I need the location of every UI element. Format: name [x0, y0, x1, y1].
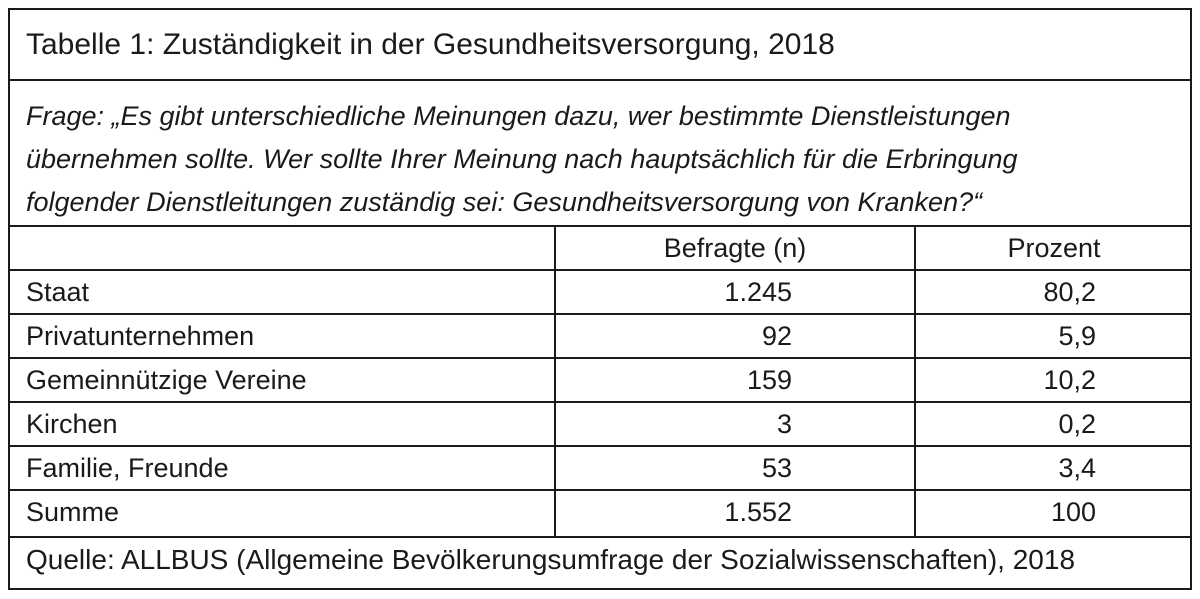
row-label: Staat: [26, 277, 90, 307]
table-row: [10, 447, 1190, 491]
header-percent: Prozent: [914, 227, 1192, 269]
row-percent: 3,4: [914, 447, 1192, 489]
table-title: Tabelle 1: Zuständigkeit in der Gesundheitsversorgung, 2018: [26, 28, 835, 61]
row-label: Familie, Freunde: [26, 453, 229, 483]
row-percent: 5,9: [914, 315, 1192, 357]
row-percent: 10,2: [914, 359, 1192, 401]
table-title-row: [10, 10, 1190, 81]
question-line: Frage: „Es gibt unterschiedliche Meinungen dazu, wer bestimmte Dienstleistungen: [26, 101, 1011, 131]
header-respondents: Befragte (n): [554, 227, 914, 269]
header-label: [26, 227, 546, 269]
row-label: Kirchen: [26, 409, 118, 439]
table-row: [10, 315, 1190, 359]
table-grid: [10, 227, 1190, 538]
question-line: übernehmen sollte. Wer sollte Ihrer Meinung nach hauptsächlich für die Erbringung: [26, 144, 1018, 174]
row-percent: 100: [914, 491, 1192, 536]
table-header-row: [10, 227, 1190, 271]
row-percent: 0,2: [914, 403, 1192, 445]
row-label: Gemeinnützige Vereine: [26, 365, 307, 395]
row-respondents: 92: [554, 315, 914, 357]
table-sum-row: [10, 491, 1190, 538]
row-label: Summe: [26, 497, 120, 527]
row-label: Privatunternehmen: [26, 321, 255, 351]
row-percent: 80,2: [914, 271, 1192, 313]
row-respondents: 53: [554, 447, 914, 489]
question-text: [26, 95, 1186, 224]
data-table: [8, 8, 1192, 590]
source-row: [10, 538, 1190, 590]
table-row: [10, 403, 1190, 447]
source-note: Quelle: ALLBUS (Allgemeine Bevölkerungsumfrage der Sozialwissenschaften), 2018: [26, 544, 1076, 575]
question-row: [10, 81, 1190, 227]
question-line: folgender Dienstleitungen zuständig sei: Gesundheitsversorgung von Kranken?“: [26, 187, 983, 217]
row-respondents: 159: [554, 359, 914, 401]
row-respondents: 3: [554, 403, 914, 445]
table-row: [10, 359, 1190, 403]
table-row: [10, 271, 1190, 315]
row-respondents: 1.245: [554, 271, 914, 313]
row-respondents: 1.552: [554, 491, 914, 536]
